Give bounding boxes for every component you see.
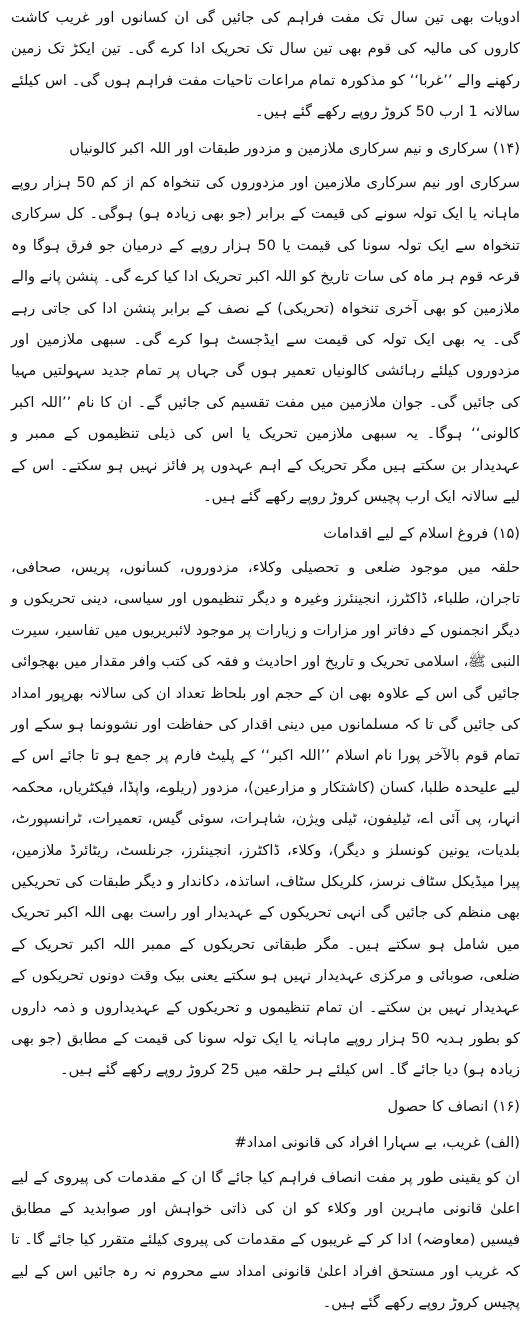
subsection-alif-heading: (الف) غریب، بے سہارا افراد کی قانونی امداد# [234, 1134, 520, 1152]
medicine-paragraph: ادویات بھی تین سال تک مفت فراہم کی جائیں گی ان کسانوں اور غریب کاشت کاروں کی مالیہ کی قوم بھی تین سال تک تحریک ادا کرے گی۔ تین ایکڑ تک زمین رکھنے والے ’’غربا‘‘ کو مذکورہ تمام مراعات تاحیات مفت فراہم ہوں گی۔ اس کیلئے سالانہ 1 ارب 50 کروڑ روپے رکھے گئے ہیں۔ [11, 9, 520, 121]
section-15-heading: (۱۵) فروغ اسلام کے لیے اقدامات [323, 524, 520, 542]
employees-paragraph: سرکاری اور نیم سرکاری ملازمین اور مزدوروں کی تنخواہ کم از کم 50 ہزار روپے ماہانہ یا ایک تولہ سونے کی قیمت کے برابر (جو بھی زیادہ ہو) ہوگی۔ کل سرکاری تنخواہ سے ایک تولہ سونا کی قیمت یا 50 ہزار روپے کے درمیان جو فرق ہوگا وہ قرعہ قوم ہر ماہ کی سات تاریخ کو اللہ اکبر تحریک ادا کیا کرے گی۔ پنشن پانے والے ملازمین کو بھی آخری تنخواہ (تحریکی) کے نصف کے برابر پنشن ادا کی جاتی رہے گی۔ یہ بھی ایک تولہ کی قیمت سے ایڈجسٹ ہوا کرے گی۔ سبھی ملازمین اور مزدوروں کیلئے رہائشی کالونیاں تعمیر ہوں گی جہاں پر تمام جدید سہولتیں مہیا کی جائیں گی۔ جوان ملازمین میں مفت تقسیم کی جائیں گے۔ ان کا نام ’’اللہ اکبر کالونی‘‘ ہوگا۔ یہ سبھی ملازمین تحریک یا اس کی ذیلی تنظیموں کے ممبر و عہدیدار بن سکتے ہیں مگر تحریک کے اہم عہدوں پر فائز نہیں ہو سکتے۔ اس کے لیے سالانہ ایک ارب پچیس کروڑ روپے رکھے گئے ہیں۔ [11, 174, 520, 506]
section-14-heading: (۱۴) سرکاری و نیم سرکاری ملازمین و مزدور طبقات اور اللہ اکبر کالونیاں [69, 139, 520, 157]
section-16-heading: (۱۶) انصاف کا حصول [387, 1097, 520, 1115]
islam-promotion-paragraph: حلقہ میں موجود ضلعی و تحصیلی وکلاء، مزدوروں، کسانوں، پریس، صحافی، تاجران، طلباء، ڈاکٹرز، انجینئرز وغیرہ و دیگر تنظیموں اور سیاسی، دینی تحریکوں و دیگر انجمنوں کے دفاتر اور مزارات و زیارات پر موجود لائبریریوں میں تفاسیر، سیرت النبی ﷺ، اسلامی تحریک و تاریخ اور احادیث و فقہ کی کتب وافر مقدار میں بھجوائی جائیں گی اس کے علاوہ بھی ان کے حجم اور بلحاظ تعداد ان کی سالانہ بھرپور امداد کی جائیں گی تا کہ مسلمانوں میں دینی اقدار کی حفاظت اور نشوونما ہو سکے اور تمام قوم بالآخر پورا نام اسلام ’’اللہ اکبر‘‘ کے پلیٹ فارم پر جمع ہو تا جائے اس کے لیے علیحدہ طلبا، کسان (کاشتکار و مزارعین)، مزدور (ریلوے، واپڈا، فیکٹریاں، محکمہ انہار، پی آئی اے، ٹیلیفون، ٹیلی ویژن، شاہرات، سوئی گیس، تعمیرات، ٹرانسپورٹ، بلدیات، یونین کونسلز و دیگر)، وکلاء، ڈاکٹرز، انجینئرز، جرنلسٹ، ریٹائرڈ ملازمین، پیرا میڈیکل سٹاف نرسز، کلریکل سٹاف، اساتذہ، دکاندار و دیگر طبقات کی تحریکیں بھی منظم کی جائیں گی انہی تحریکوں کے عہدیدار اور راست بھی اللہ اکبر تحریک میں شامل ہو سکتے ہیں۔ مگر طبقاتی تحریکوں کے ممبر اللہ اکبر تحریک کے ضلعی، صوبائی و مرکزی عہدیدار نہیں ہو سکتے یعنی بیک وقت دونوں تحریکوں کے عہدیدار نہیں بن سکتے۔ ان تمام تنظیموں و تحریکوں کے عہدیداروں و ذمہ داروں کو بطور ہدیہ 50 ہزار روپے ماہانہ یا ایک تولہ سونا کی قیمت کے مطابق (جو بھی زیادہ ہو) دیا جائے گا۔ اس کیلئے ہر حلقہ میں 25 کروڑ روپے رکھے گئے ہیں۔ [11, 558, 520, 1079]
legal-aid-paragraph: ان کو یقینی طور پر مفت انصاف فراہم کیا جائے گا ان کے مقدمات کی پیروی کے لیے اعلیٰ قانونی ماہرین اور وکلاء کو ان کی ذاتی خواہش اور صوابدید کے مطابق فیسیں (معاوضہ) ادا کر کے غریبوں کے مقدمات کی پیروی کیلئے متقرر کیا جائے گا۔ تا کہ غریب اور مستحق افراد اعلیٰ قانونی امداد سے محروم نہ رہ جائیں اس کے لیے پچیس کروڑ روپے رکھے گئے ہیں۔ [11, 1168, 520, 1312]
